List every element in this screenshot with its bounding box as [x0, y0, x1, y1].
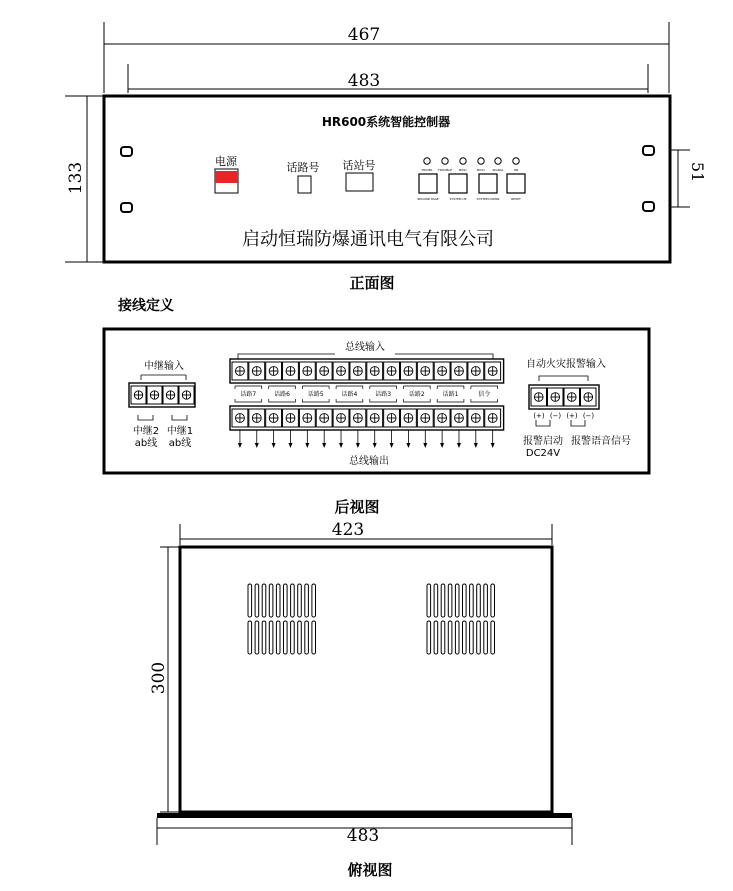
relay1-sub: ab线: [168, 438, 192, 449]
company-name: 启动恒瑞防爆通讯电气有限公司: [242, 229, 494, 250]
indicator-label: SIGNAL: [492, 168, 504, 172]
vent-slot: [477, 584, 481, 617]
station-no-display: [346, 173, 373, 191]
key-label: RESET: [511, 197, 521, 201]
indicator-label: ON: [513, 168, 519, 172]
vent-slot: [484, 584, 488, 617]
vent-slot: [276, 584, 280, 617]
line-no-label: 话路号: [286, 161, 320, 174]
indicator-led: [495, 158, 501, 164]
bus-input-label: 总线输入: [345, 342, 385, 353]
line-group-label: 话路3: [375, 391, 392, 398]
alarm-start-sub: DC24V: [525, 448, 561, 459]
indicator-led: [424, 158, 430, 164]
screw-terminal: [131, 386, 146, 404]
vent-slot: [291, 621, 295, 654]
polarity-label: (+): [533, 412, 545, 420]
vent-slot: [276, 621, 280, 654]
key-label: SYSTEM DOWN: [476, 197, 500, 201]
relay-input-label: 中继输入: [144, 361, 184, 372]
screw-terminal: [451, 362, 467, 380]
screw-terminal: [434, 409, 450, 427]
screw-terminal: [266, 362, 282, 380]
vent-slot: [448, 584, 452, 617]
screw-terminal: [384, 362, 400, 380]
vent-slot: [455, 621, 459, 654]
alarm-voice-label: 报警语音信号: [571, 436, 631, 447]
indicator-label: BUSY: [477, 168, 485, 172]
vent-slot: [427, 584, 431, 617]
screw-terminal: [485, 409, 501, 427]
screw-terminal: [350, 362, 366, 380]
bus-input-terminals: [230, 359, 504, 383]
relay2-label: 中继2: [132, 426, 160, 437]
screw-terminal: [333, 362, 349, 380]
indicator-label: TROUBLE: [437, 168, 453, 172]
screw-terminal: [283, 362, 299, 380]
vent-slot: [255, 584, 259, 617]
polarity-label: (+): [566, 412, 578, 420]
dim-depth: 300: [149, 661, 169, 695]
vent-slot: [477, 621, 481, 654]
line-group-label: 话路4: [341, 391, 358, 398]
vent-slot: [434, 584, 438, 617]
dim-width-body: 423: [331, 520, 365, 540]
key-reset: [507, 174, 525, 193]
vent-slot: [427, 621, 431, 654]
screw-terminal: [564, 388, 580, 406]
dim-height: 133: [66, 161, 86, 195]
screw-terminal: [249, 409, 265, 427]
line-group-label: 信令: [478, 391, 491, 398]
vent-slot: [312, 621, 316, 654]
vent-slot: [305, 584, 309, 617]
relay1-label: 中继1: [166, 426, 194, 437]
chassis-top: [180, 547, 552, 812]
line-no-display: [298, 176, 311, 193]
screw-terminal: [531, 388, 547, 406]
vent-slot: [298, 621, 302, 654]
line-group-label: 话路1: [442, 391, 459, 398]
vent-slot: [269, 584, 273, 617]
vent-slot: [269, 621, 273, 654]
vent-slot: [291, 584, 295, 617]
relay-terminal-block: [129, 383, 195, 407]
mount-hole-bottom-right: [643, 202, 654, 211]
wiring-title: 接线定义: [118, 298, 174, 314]
vent-slot: [312, 584, 316, 617]
screw-terminal: [179, 386, 194, 404]
screw-terminal: [485, 362, 501, 380]
vent-slot: [441, 584, 445, 617]
screw-terminal: [401, 362, 417, 380]
power-label: 电源: [215, 155, 237, 168]
bus-output-label: 总线输出: [349, 456, 389, 467]
indicator-label: BUSY: [459, 168, 467, 172]
vent-slot: [463, 584, 467, 617]
screw-terminal: [283, 409, 299, 427]
rear-view-caption: 后视图: [334, 498, 380, 516]
front-view-caption: 正面图: [349, 274, 395, 292]
alarm-start-label: 报警启动: [523, 436, 563, 447]
screw-terminal: [434, 362, 450, 380]
key-second-page: [419, 174, 437, 193]
alarm-input-label: 自动火灾报警输入: [526, 359, 606, 370]
top-view-caption: 俯视图: [347, 861, 393, 879]
dim-width-base: 483: [346, 826, 380, 846]
vent-slot: [470, 621, 474, 654]
screw-terminal: [548, 388, 564, 406]
screw-terminal: [316, 362, 332, 380]
screw-terminal: [384, 409, 400, 427]
screw-terminal: [367, 409, 383, 427]
vent-slot: [463, 621, 467, 654]
vent-slot: [434, 621, 438, 654]
screw-terminal: [163, 386, 178, 404]
screw-terminal: [333, 409, 349, 427]
key-label: SECOND PAGE: [417, 197, 439, 201]
screw-terminal: [266, 409, 282, 427]
indicator-led: [442, 158, 448, 164]
screw-terminal: [350, 409, 366, 427]
panel-title: HR600系统智能控制器: [321, 115, 451, 129]
vent-slot: [470, 584, 474, 617]
screw-terminal: [581, 388, 597, 406]
screw-terminal: [417, 409, 433, 427]
screw-terminal: [468, 362, 484, 380]
vent-slot: [262, 621, 266, 654]
key-system-up: [449, 174, 467, 193]
screw-terminal: [451, 409, 467, 427]
screw-terminal: [401, 409, 417, 427]
screw-terminal: [232, 362, 248, 380]
dim-hole-spacing: 51: [688, 161, 707, 183]
screw-terminal: [299, 409, 315, 427]
indicator-label: TRIOBL: [421, 168, 433, 172]
key-label: SYSTEM UP: [449, 197, 467, 201]
top-view: [149, 520, 572, 879]
key-system-down: [479, 174, 497, 193]
screw-terminal: [316, 409, 332, 427]
vent-slot: [305, 621, 309, 654]
screw-terminal: [232, 409, 248, 427]
screw-terminal: [417, 362, 433, 380]
vent-slot: [248, 621, 252, 654]
screw-terminal: [249, 362, 265, 380]
line-group-label: 话路7: [240, 391, 257, 398]
vent-slot: [455, 584, 459, 617]
vent-slot: [491, 621, 495, 654]
indicator-led: [513, 158, 519, 164]
vent-slot: [284, 584, 288, 617]
indicator-led: [460, 158, 466, 164]
station-no-label: 话站号: [342, 159, 376, 172]
vent-slot: [262, 584, 266, 617]
indicator-led: [478, 158, 484, 164]
vent-slot: [441, 621, 445, 654]
vent-slot: [298, 584, 302, 617]
screw-terminal: [299, 362, 315, 380]
relay2-sub: ab线: [134, 438, 158, 449]
base-flange: [157, 813, 572, 818]
mount-hole-top-left: [121, 147, 132, 156]
vent-slot: [284, 621, 288, 654]
screw-terminal: [367, 362, 383, 380]
power-switch-red: [215, 171, 238, 183]
dim-width-outer: 467: [347, 25, 381, 45]
mount-hole-bottom-left: [121, 203, 132, 212]
screw-terminal: [147, 386, 162, 404]
vent-slot: [255, 621, 259, 654]
line-group-label: 话路2: [408, 391, 425, 398]
vent-slot: [248, 584, 252, 617]
vent-slot: [491, 584, 495, 617]
screw-terminal: [468, 409, 484, 427]
mount-hole-top-right: [643, 146, 654, 155]
vent-slot: [484, 621, 488, 654]
vent-slot: [448, 621, 452, 654]
rear-view: [104, 329, 649, 516]
line-group-label: 话路5: [307, 391, 324, 398]
line-group-label: 话路6: [274, 391, 290, 398]
polarity-label: (−): [582, 412, 595, 420]
polarity-label: (−): [549, 412, 562, 420]
bus-output-terminals: [230, 406, 504, 430]
front-view: [65, 22, 707, 292]
dim-width-inner: 483: [347, 71, 381, 91]
alarm-terminal-block: [529, 385, 599, 409]
